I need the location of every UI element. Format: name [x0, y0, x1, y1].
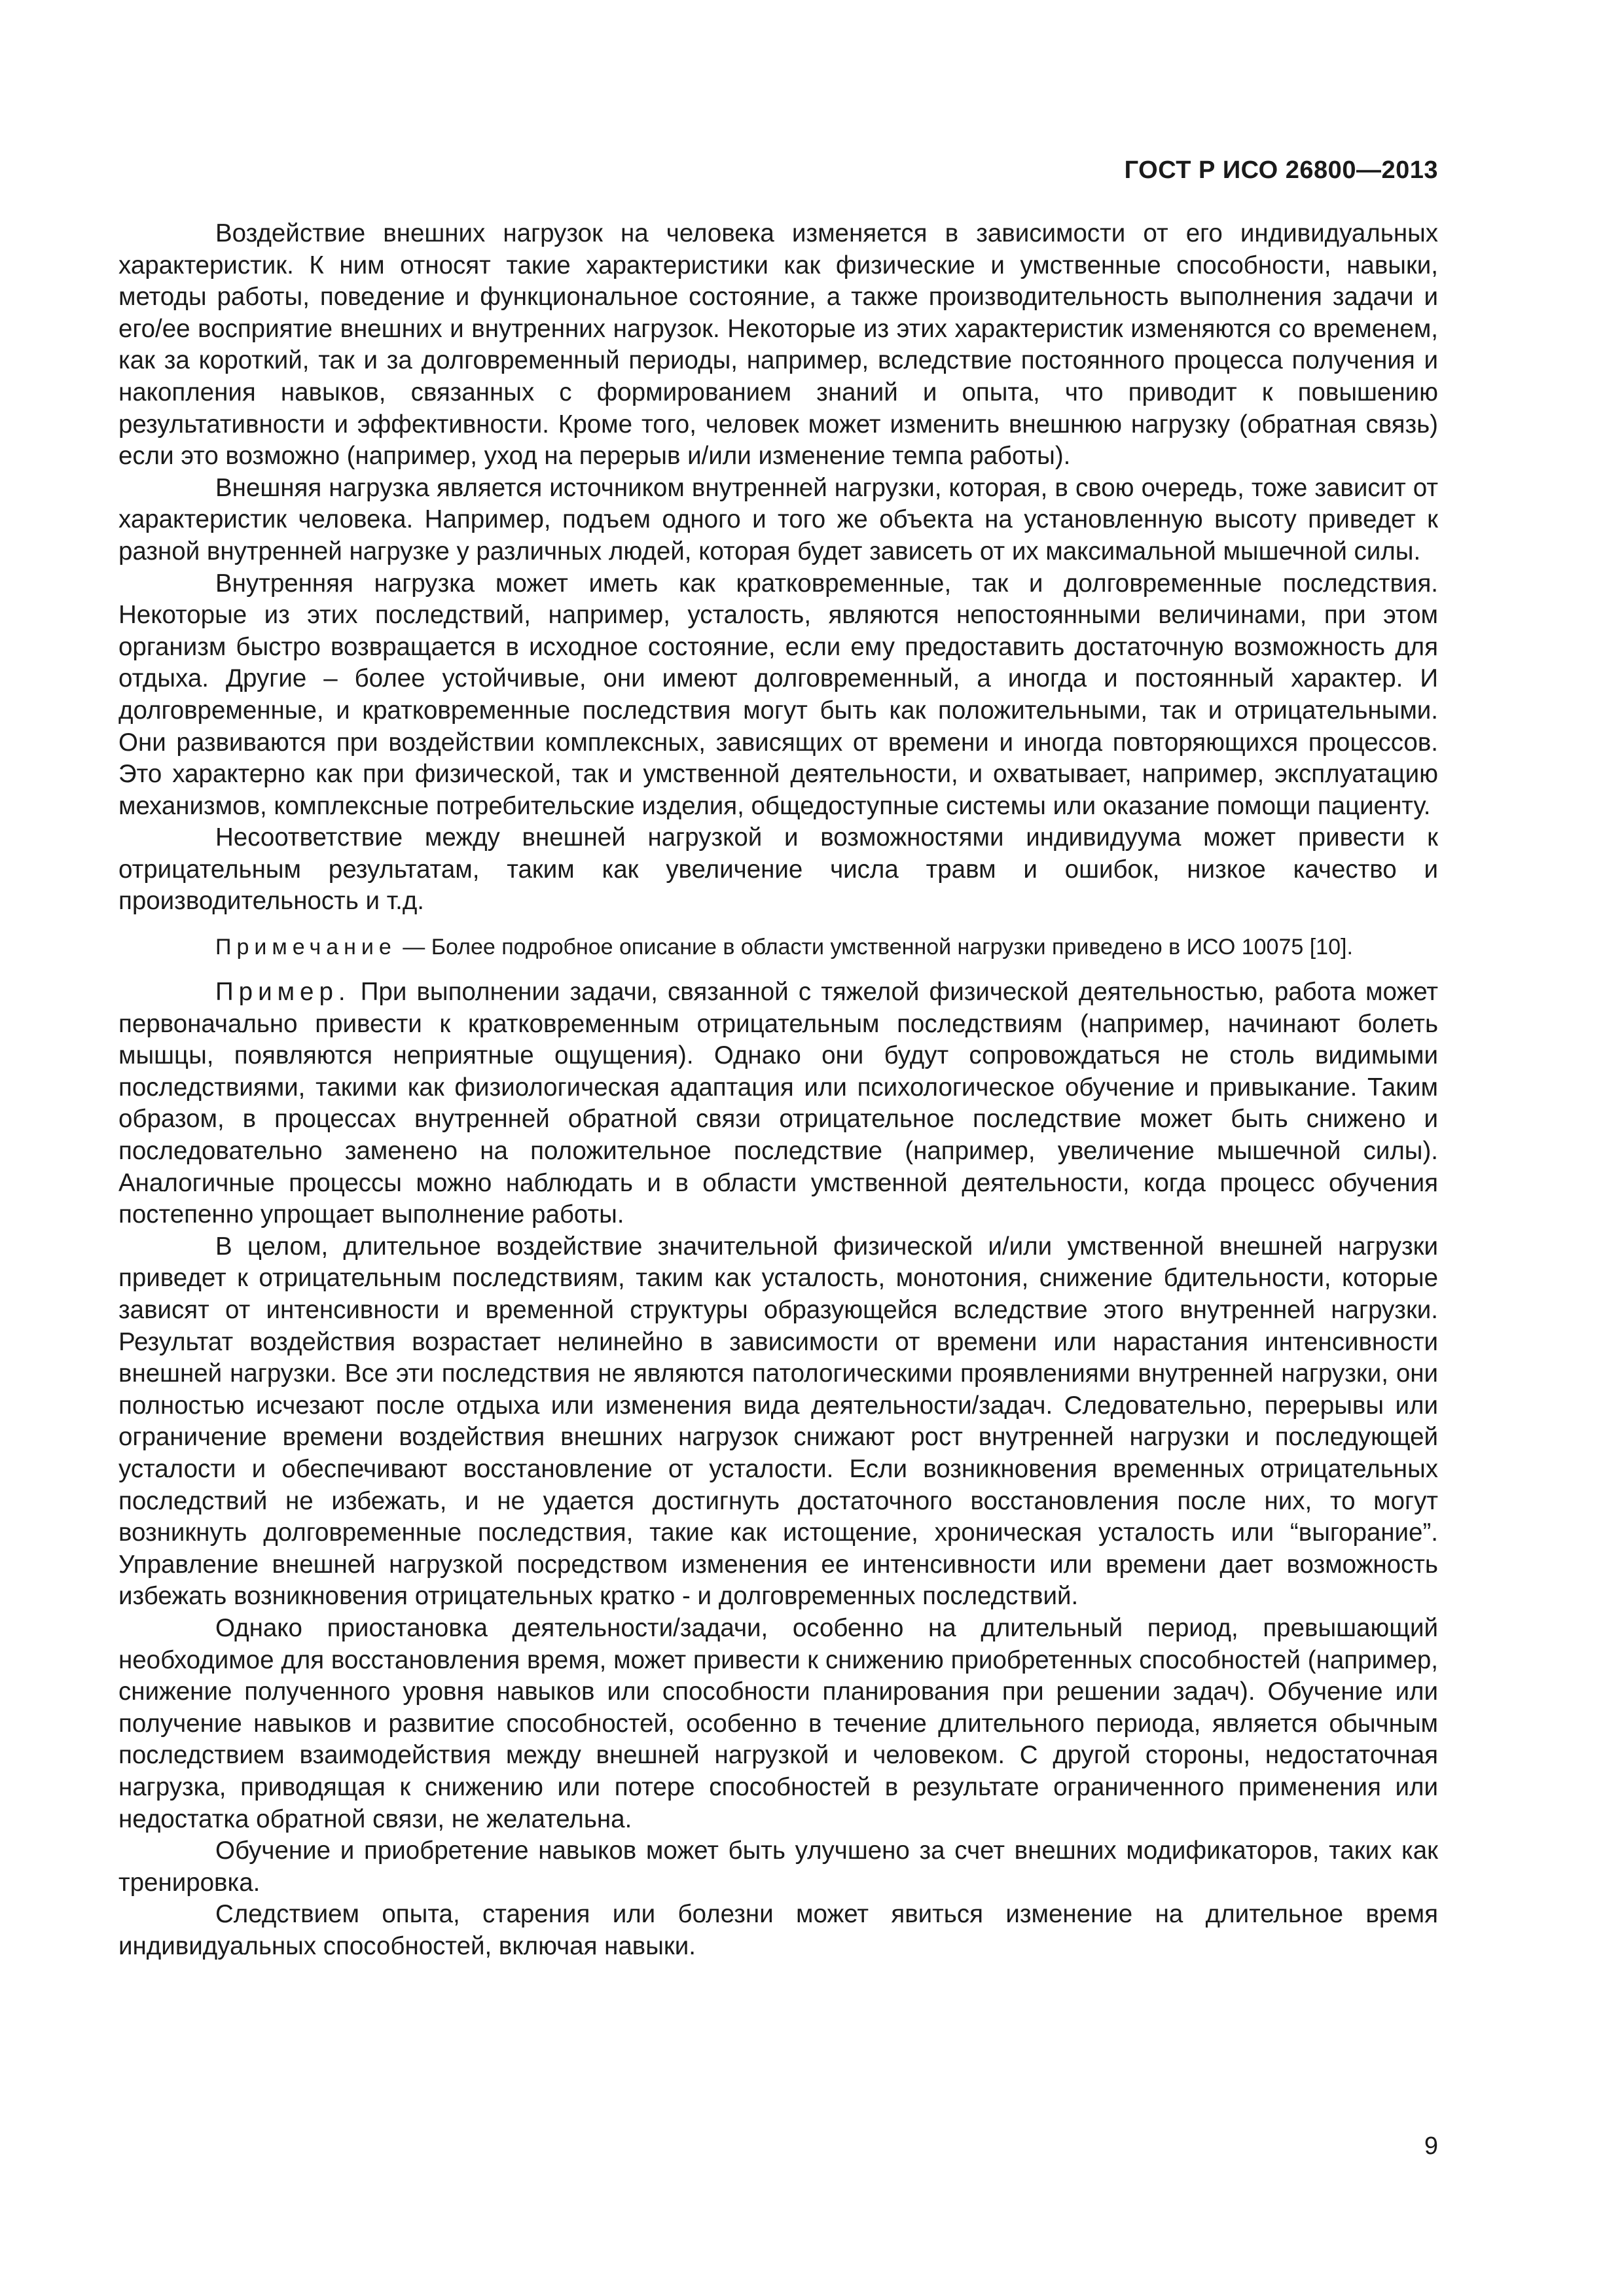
- example: [118, 977, 1438, 1231]
- paragraph-activity-suspension: Однако приостановка деятельности/задачи, особенно на длительный период, превышающий необходимое для восстановления время, может привести к снижению приобретенных способностей (например, снижение полученного уровня навыков или способности планирования при решении задач). Обучение или получение навыков и развитие способностей, особенно в течение длительного периода, является обычным последствием взаимодействия между внешней нагрузкой и человеком. С другой стороны, недостаточная нагрузка, приводящая к снижению или потере способностей в результате ограниченного применения или недостатка обратной связи, не желательна.: [118, 1613, 1438, 1833]
- body-text: [118, 218, 1438, 1962]
- note-text: — Более подробное описание в области умственной нагрузки приведено в ИСО 10075 [10].: [396, 935, 1353, 960]
- paragraph-individual-characteristics: Воздействие внешних нагрузок на человека изменяется в зависимости от его индивидуальных характеристик. К ним относят такие характеристики как физические и умственные способности, навыки, методы работы, поведение и функциональное состояние, а также производительность выполнения задачи и его/ее восприятие внешних и внутренних нагрузок. Некоторые из этих характеристик изменяются со временем, как за короткий, так и за долговременный периоды, например, вследствие постоянного процесса получения и накопления навыков, связанных с формированием знаний и опыта, что приводит к повышению результативности и эффективности. Кроме того, человек может изменить внешнюю нагрузку (обратная связь) если это возможно (например, уход на перерыв и/или изменение темпа работы).: [118, 219, 1438, 471]
- paragraph-mismatch: Несоответствие между внешней нагрузкой и возможностями индивидуума может привести к отрицательным результатам, таким как увеличение числа травм и ошибок, низкое качество и производительность и т.д.: [118, 823, 1438, 916]
- example-label: Пример.: [215, 978, 351, 1007]
- standard-designation: ГОСТ Р ИСО 26800—2013: [1124, 156, 1438, 184]
- paragraph-experience-aging: Следствием опыта, старения или болезни может явиться изменение на длительное время индивидуальных способностей, включая навыки.: [118, 1900, 1438, 1960]
- paragraph-training: Обучение и приобретение навыков может быть улучшено за счет внешних модификаторов, таких как тренировка.: [118, 1837, 1438, 1897]
- page-number: 9: [1424, 2132, 1438, 2160]
- paragraph-external-load: Внешняя нагрузка является источником внутренней нагрузки, которая, в свою очередь, тоже зависит от характеристик человека. Например, подъем одного и того же объекта на установленную высоту приведет к разной внутренней нагрузке у различных людей, которая будет зависеть от их максимальной мышечной силы.: [118, 473, 1438, 565]
- paragraph-internal-load: Внутренняя нагрузка может иметь как кратковременные, так и долговременные последствия. Некоторые из этих последствий, например, усталость, являются непостоянными величинами, при этом организм быстро возвращается в исходное состояние, если ему предоставить достаточную возможность для отдыха. Другие – более устойчивые, они имеют долговременный, а иногда и постоянный характер. И долговременные, и кратковременные последствия могут быть как положительными, так и отрицательными. Они развиваются при воздействии комплексных, зависящих от времени и иногда повторяющихся процессов. Это характерно как при физической, так и умственной деятельности, и охватывает, например, эксплуатацию механизмов, комплексные потребительские изделия, общедоступные системы или оказание помощи пациенту.: [118, 569, 1438, 820]
- paragraph-long-term-exposure: В целом, длительное воздействие значительной физической и/или умственной внешней нагрузки приведет к отрицательным последствиям, таким как усталость, монотония, снижение бдительности, которые зависят от интенсивности и временной структуры образующейся вследствие этого внутренней нагрузки. Результат воздействия возрастает нелинейно в зависимости от времени или нарастания интенсивности внешней нагрузки. Все эти последствия не являются патологическими проявлениями внутренней нагрузки, они полностью исчезают после отдыха или изменения вида деятельности/задач. Следовательно, перерывы или ограничение времени воздействия внешних нагрузок снижают рост внутренней нагрузки и последующей усталости и обеспечивают восстановление от усталости. Если возникновения временных отрицательных последствий не избежать, и не удается достигнуть достаточного восстановления после них, то могут возникнуть долговременные последствия, такие как истощение, хроническая усталость или “выгорание”. Управление внешней нагрузкой посредством изменения ее интенсивности или времени дает возможность избежать возникновения отрицательных кратко - и долговременных последствий.: [118, 1232, 1438, 1611]
- note: [118, 932, 1438, 962]
- example-text: При выполнении задачи, связанной с тяжелой физической деятельностью, работа может первоначально привести к кратковременным отрицательным последствиям (например, начинают болеть мышцы, появляются неприятные ощущения). Однако они будут сопровождаться не столь видимыми последствиями, такими как физиологическая адаптация или психологическое обучение и привыкание. Таким образом, в процессах внутренней обратной связи отрицательное последствие может быть снижено и последовательно заменено на положительное последствие (например, увеличение мышечной силы). Аналогичные процессы можно наблюдать и в области умственной деятельности, когда процесс обучения постепенно упрощает выполнение работы.: [118, 978, 1438, 1229]
- note-label: Примечание: [215, 935, 397, 960]
